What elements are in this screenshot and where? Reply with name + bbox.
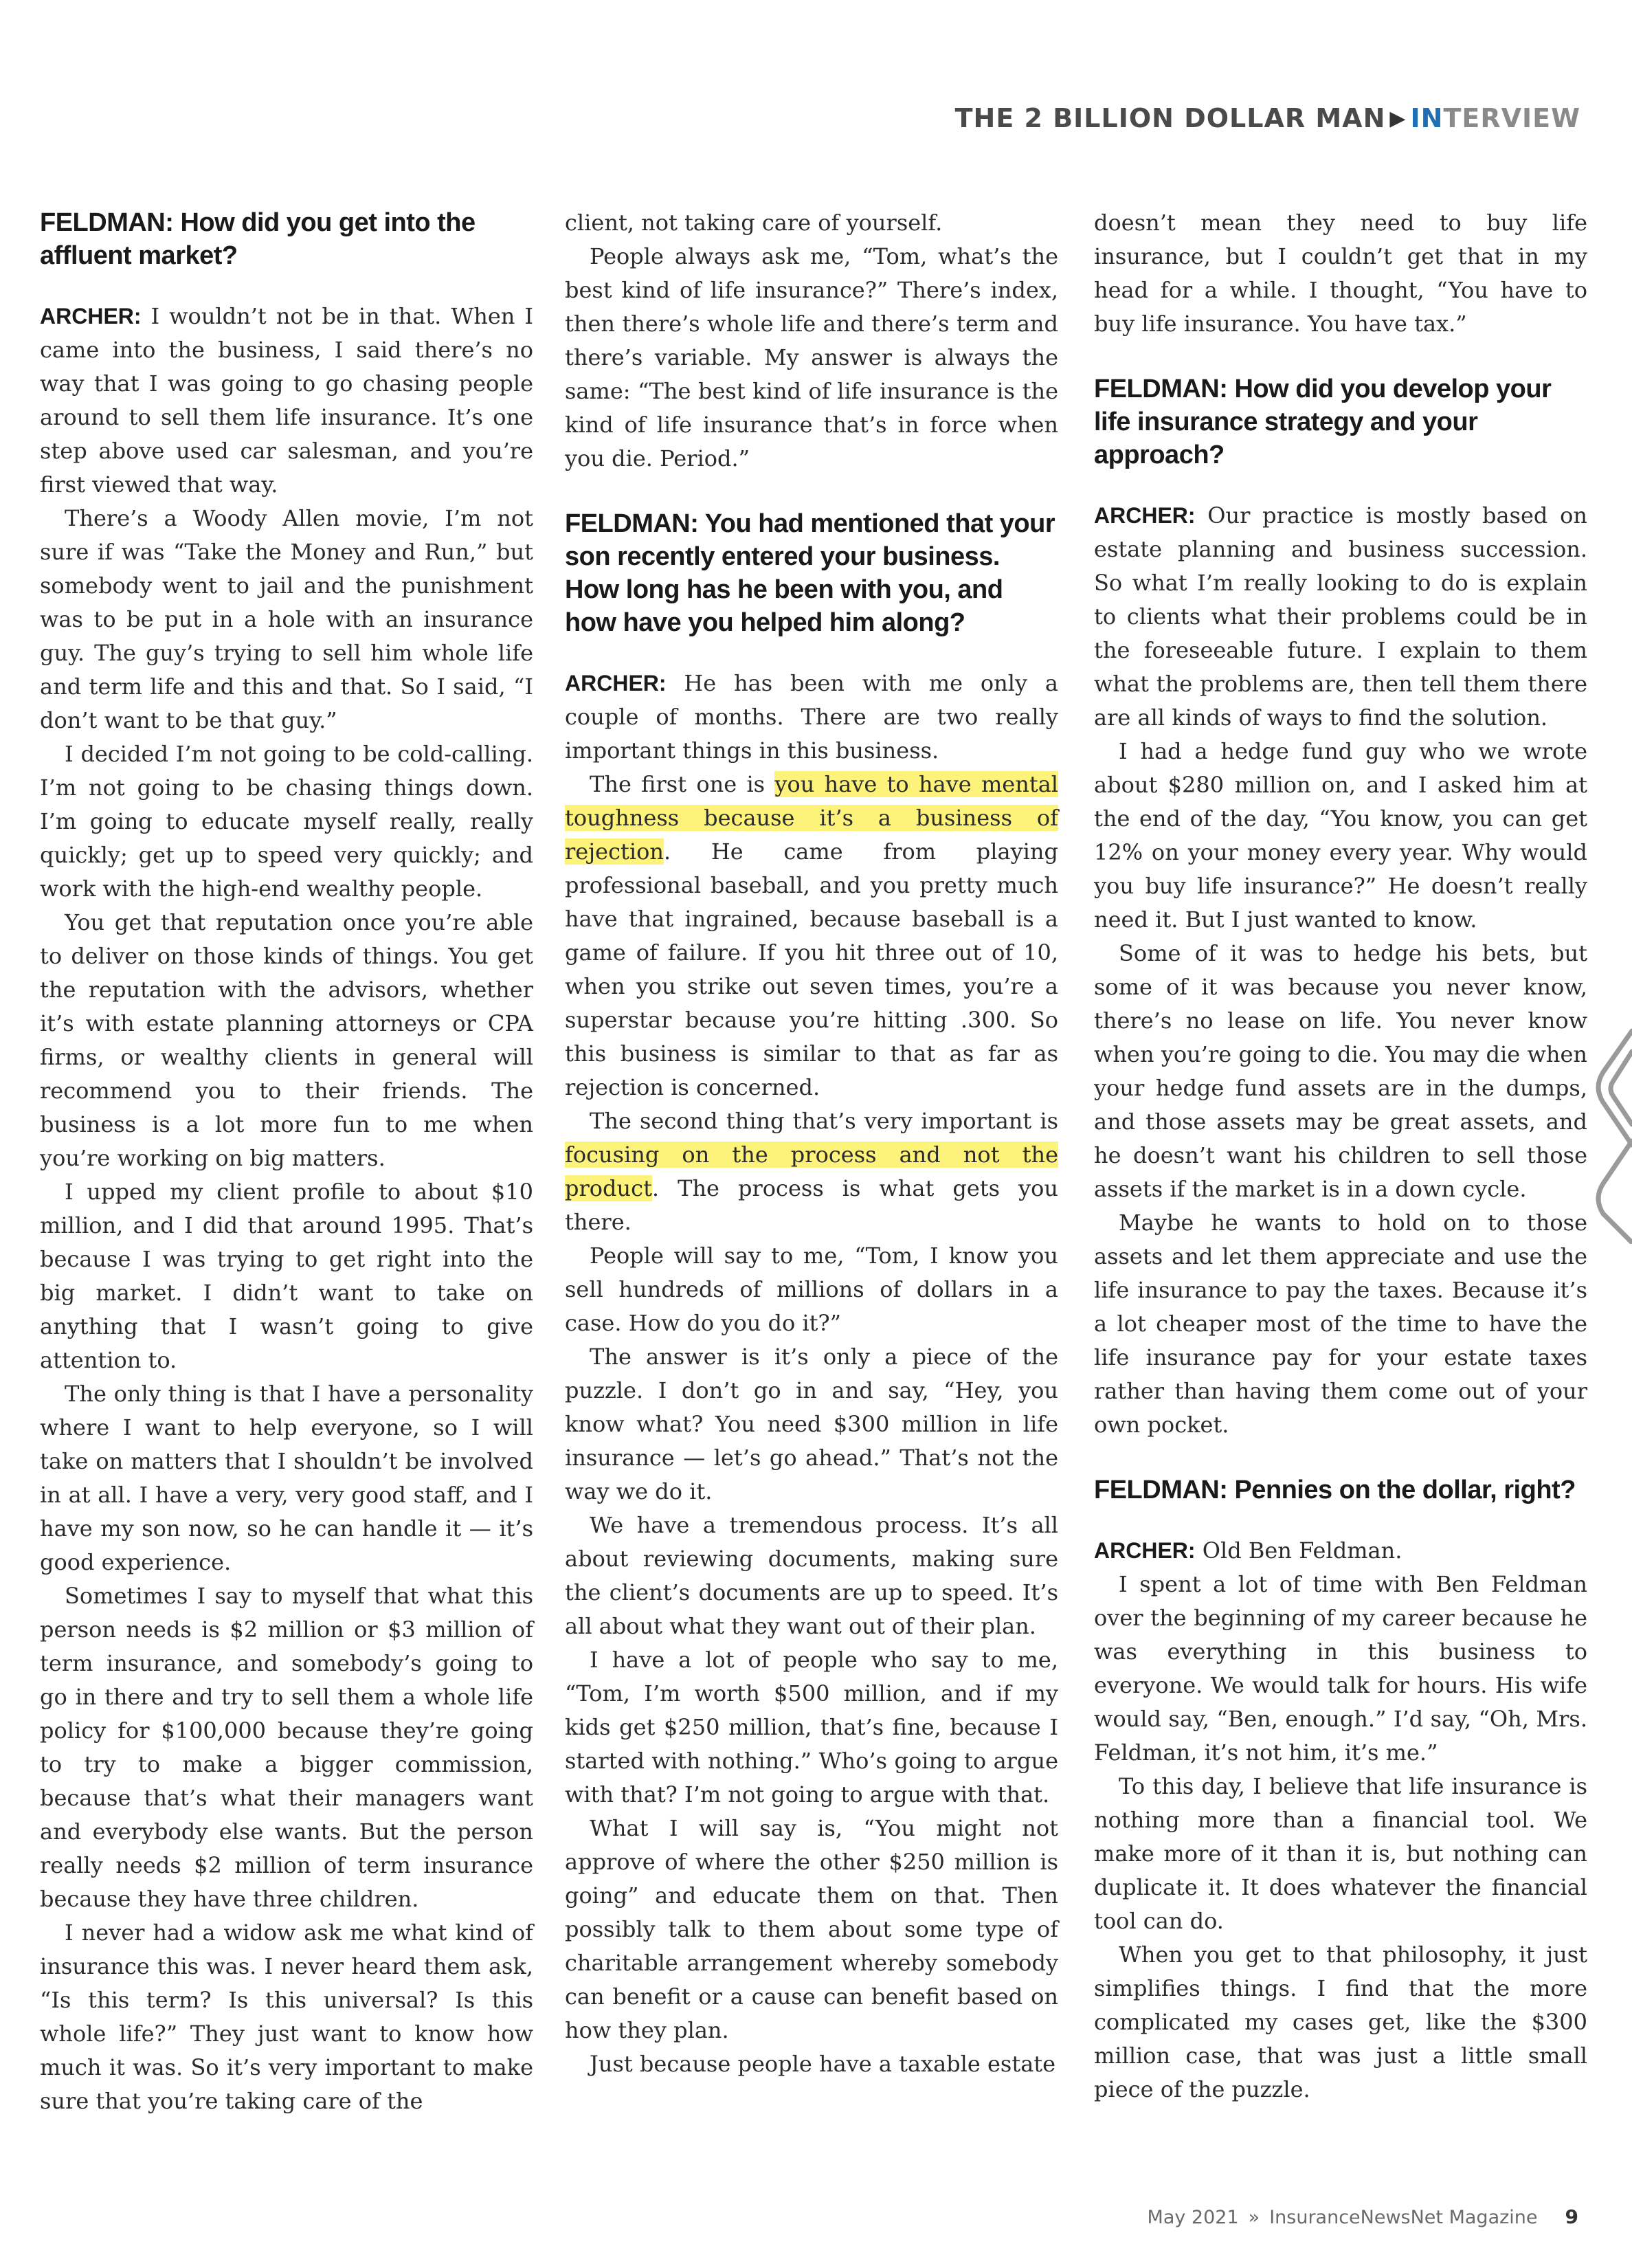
page-number: 9 [1565,2205,1578,2228]
paragraph: We have a tremendous process. It’s all about reviewing documents, making sure the client’s documents are up to speed. It’s all about what they want out of their plan. [565,1512,1058,1639]
question-heading: FELDMAN: Pennies on the dollar, right? [1094,1476,1576,1504]
paragraph: When you get to that philosophy, it just simplifies things. I find that the more complicated my cases get, like the $300 million case, that was just a little small piece of the puzzle. [1094,1942,1587,2102]
footer-separator: » [1248,2207,1260,2228]
answer-paragraph [1094,499,1587,735]
paragraph: People always ask me, “Tom, what’s the best kind of life insurance?” There’s index, then there’s whole life and there’s term and there’s variable. My answer is always the same: “The best kind of life insurance is the kind of life insurance that’s in force when you die. Period.” [565,243,1058,471]
paragraph: What I will say is, “You might not approve of where the other $250 million is going” and educate them on that. Then possibly talk to them about some type of charitable arrangement whereby somebody can benefit or a cause can benefit based on how they plan. [565,1815,1058,2043]
speaker-label: ARCHER: [1094,1538,1196,1563]
paragraph: People will say to me, “Tom, I know you sell hundreds of millions of dollars in a case. How do you do it?” [565,1243,1058,1336]
highlighted-text: you have to have mental toughness because it’s a business of rejection [565,771,1059,865]
footer-date: May 2021 [1147,2207,1239,2228]
paragraph: client, not taking care of yourself. [565,210,943,236]
paragraph: Some of it was to hedge his bets, but some of it was because you never know, there’s no lease on life. You never know when you’re going to die. You may die when your hedge fund assets are in the dumps, and those assets may be great assets, and he doesn’t want his children to sell those assets if the market is in a down cycle. [1094,940,1587,1202]
speaker-label: ARCHER: [1094,503,1196,528]
answer-paragraph [1094,1534,1587,1568]
answer-text: I wouldn’t not be in that. When I came into the business, I said there’s no way that I was going to go chasing people around to sell them life insurance. It’s one step above used car salesman, and you’re first viewed that way. [40,303,533,498]
paragraph: I had a hedge fund guy who we wrote about $280 million on, and I asked him at the end of the day, “You know, you can get 12% on your money every year. Why would you buy life insurance?” He doesn’t really need it. But I just wanted to know. [1094,738,1587,933]
paragraph: I upped my client profile to about $10 million, and I did that around 1995. That’s because I was trying to get right into the big market. I didn’t want to take on anything that I wasn’t going to give attention to. [40,1179,533,1373]
answer-text: He has been with me only a couple of months. There are two really important things in this business. [565,670,1058,764]
footer-magazine: InsuranceNewsNet Magazine [1269,2207,1538,2228]
paragraph [565,1104,1058,1239]
speaker-label: ARCHER: [565,671,667,696]
paperclip-icon [1591,1024,1632,1244]
answer-text: Our practice is mostly based on estate planning and business succession. So what I’m really looking to do is explain to clients what their problems could be in the foreseeable future. I explain to them what the problems are, then tell them there are all kinds of ways to find the solution. [1094,502,1587,731]
answer-text: Old Ben Feldman. [1195,1537,1402,1564]
highlighted-text: focusing on the process and not the product [565,1142,1058,1201]
speaker-label: ARCHER: [40,304,142,329]
header-section-rest: TERVIEW [1443,103,1580,133]
paragraph [565,768,1058,1104]
header-section-accent: IN [1410,103,1444,133]
paragraph: I have a lot of people who say to me, “Tom, I’m worth $500 million, and if my kids get $250 million, that’s fine, because I started with nothing.” Who’s going to argue with that? I’m not going to argue with that. [565,1647,1058,1808]
paragraph: Maybe he wants to hold on to those assets and let them appreciate and use the life insurance to pay the taxes. Because it’s a lot cheaper most of the time to have the life insurance pay for your estate taxes rather than having them come out of your own pocket. [1094,1210,1587,1438]
paragraph: There’s a Woody Allen movie, I’m not sure if was “Take the Money and Run,” but somebody went to jail and the punishment was to be put in a hole with an insurance guy. The guy’s trying to sell him whole life and term life and this and that. So I said, “I don’t want to be that guy.” [40,505,533,733]
text-run: The second thing that’s very important is [590,1108,1058,1134]
column-1 [40,206,533,2118]
page-footer [1148,2205,1578,2228]
question-heading: FELDMAN: How did you develop your life insurance strategy and your approach? [1094,375,1552,469]
paragraph: doesn’t mean they need to buy life insurance, but I couldn’t get that in my head for a while. I thought, “You have to buy life insurance. You have tax.” [1094,210,1587,337]
question-heading: FELDMAN: You had mentioned that your son recently entered your business. How long has he been with you, and how have you helped him along? [565,509,1055,637]
header-title: THE 2 BILLION DOLLAR MAN [954,103,1386,133]
paragraph: I spent a lot of time with Ben Feldman over the beginning of my career because he was everything in this business to everyone. We would talk for hours. His wife would say, “Ben, enough.” I’d say, “Oh, Mrs. Feldman, it’s not him, it’s me.” [1094,1571,1587,1766]
paragraph: You get that reputation once you’re able to deliver on those kinds of things. You get the reputation with the advisors, whether it’s with estate planning attorneys or CPA firms, or wealthy clients in general will recommend you to their friends. The business is a lot more fun to me when you’re working on big matters. [40,909,533,1171]
paragraph: To this day, I believe that life insurance is nothing more than a financial tool. We make more of it than it is, but nothing can duplicate it. It does whatever the financial tool can do. [1094,1773,1587,1934]
paragraph: Sometimes I say to myself that what this person needs is $2 million or $3 million of term insurance, and somebody’s going to go in there and try to sell them a whole life policy for $100,000 because they’re going to try to make a bigger commission, because that’s what their managers want and everybody else wants. But the person really needs $2 million of term insurance because they have three children. [40,1583,533,1912]
text-run: The first one is [590,771,775,797]
paragraph: I never had a widow ask me what kind of insurance this was. I never heard them ask, “Is this term? Is this universal? Is this whole life?” They just want to know how much it was. So it’s very important to make sure that you’re taking care of the [40,1920,533,2114]
paragraph: Just because people have a taxable estate [590,2051,1056,2077]
running-header [955,103,1580,133]
column-2 [565,206,1058,2081]
paragraph: The answer is it’s only a piece of the puzzle. I don’t go in and say, “Hey, you know what? You need $300 million in life insurance — let’s go ahead.” That’s not the way we do it. [565,1344,1058,1504]
paragraph: The only thing is that I have a personality where I want to help everyone, so I will take on matters that I shouldn’t be involved in at all. I have a very, very good staff, and I have my son now, so he can handle it — it’s good experience. [40,1381,533,1575]
answer-paragraph [565,667,1058,768]
column-3 [1094,206,1587,2106]
text-run: . The process is what gets you there. [565,1175,1058,1235]
question-heading: FELDMAN: How did you get into the affluent market? [40,208,476,270]
paragraph: I decided I’m not going to be cold-calling. I’m not going to be chasing things down. I’m going to educate myself really, really quickly; get up to speed very quickly; and work with the high-end wealthy people. [40,741,533,902]
arrow-right-icon: ▶ [1389,106,1407,131]
text-run: . He came from playing professional baseball, and you pretty much have that ingrained, because baseball is a game of failure. If you hit three out of 10, when you strike out seven times, you’re a superstar because you’re hitting .300. So this business is similar to that as far as rejection is concerned. [565,838,1058,1100]
answer-paragraph [40,300,533,502]
